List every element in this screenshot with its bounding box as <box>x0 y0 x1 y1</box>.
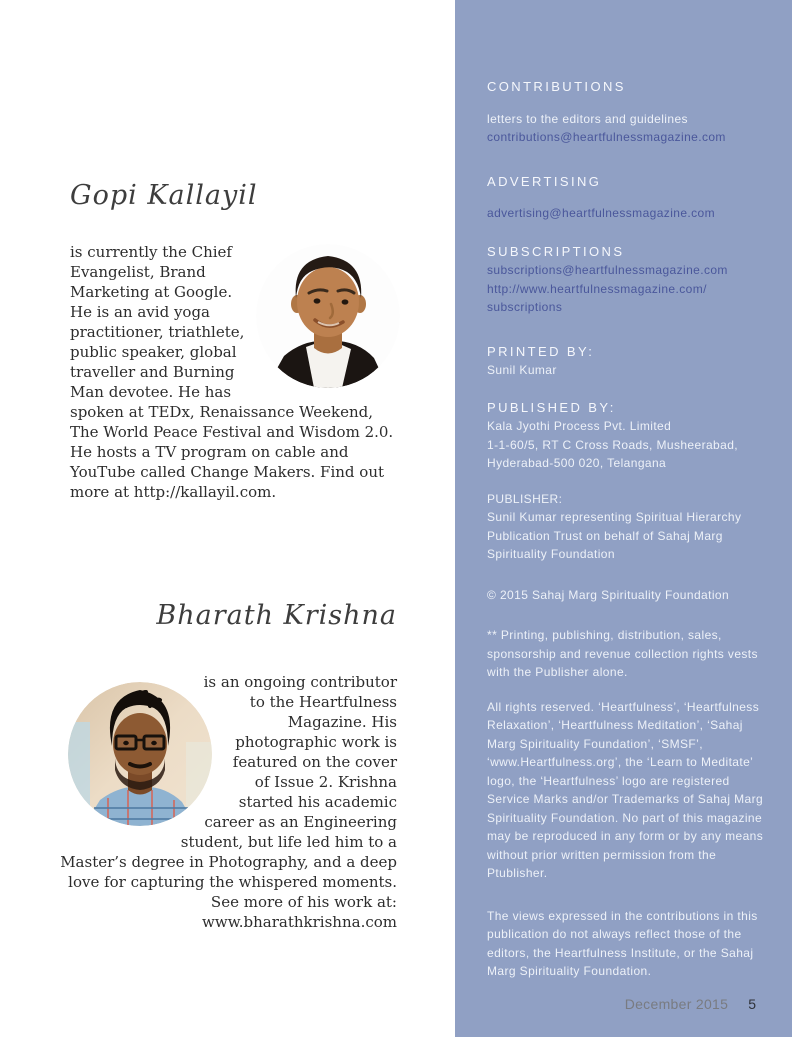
published-by-line1: Kala Jyothi Process Pvt. Limited <box>487 419 672 433</box>
contributor-bio-gopi: is currently the Chief Evangelist, Brand Marketing at Google. He is an avid yoga practitioner, triathlete, public speaker, global traveller and Burning Man devotee. He has spoken at TEDx, Renaissance Weekend, The World Peace Festival and Wisdom 2.0. He hosts a TV program on cable and YouTube called Change Makers. Find out more at http://kallayil.com. <box>70 243 394 501</box>
contributor-section-bharath <box>40 598 397 932</box>
contributor-bio-block-bharath <box>40 672 397 932</box>
contributor-section-gopi <box>70 178 400 502</box>
contributor-name-bharath: Bharath Krishna <box>156 600 397 631</box>
copyright-line: © 2015 Sahaj Marg Spirituality Foundation <box>487 587 730 602</box>
contributor-name-gopi: Gopi Kallayil <box>70 180 258 211</box>
publication-info-sidebar <box>455 0 792 1037</box>
trademark-note: All rights reserved. ‘Heartfulness’, ‘Heartfulness Relaxation’, ‘Heartfulness Meditation’, ‘Sahaj Marg Spirituality Foundation’, ‘SMSF’, ‘www.Heartfulness.org’, the ‘Learn to Meditate’ logo, the ‘Heartfulness’ logo are registered Service Marks and/or Trademarks of Sahaj Marg Spirituality Foundation. No part of this magazine may be reproduced in any form or by any means without prior written permission from the Ptublisher. <box>487 699 764 880</box>
printed-by-section <box>487 343 766 380</box>
publisher-heading: PUBLISHER: <box>487 491 563 506</box>
published-by-line2: 1-1-60/5, RT C Cross Roads, Musheerabad, <box>487 437 739 452</box>
contributor-bio-bharath: is an ongoing contributor to the Heartfulness Magazine. His photographic work is featured on the cover of Issue 2. Krishna started his academic career as an Engineering student, but life led him to a Master’s degree in Photography, and a deep love for capturing the whispered moments. See more of his work at: www.bharathkrishna.com <box>60 673 397 931</box>
advertising-section <box>487 173 766 223</box>
printed-by-name: Sunil Kumar <box>487 363 557 377</box>
contributions-note: letters to the editors and guidelines <box>487 111 688 126</box>
contributor-photo-bharath <box>68 682 212 826</box>
page-footer <box>455 995 792 1013</box>
subscriptions-url-link[interactable] <box>487 280 766 317</box>
rights-note: ** Printing, publishing, distribution, sales, sponsorship and revenue collection rights vests with the Publisher alone. <box>487 628 758 679</box>
contributor-bio-block-gopi <box>70 242 400 502</box>
page-number: 5 <box>748 996 756 1012</box>
issue-date: December 2015 <box>624 996 729 1012</box>
subscriptions-url-line1[interactable]: http://www.heartfulnessmagazine.com/ <box>487 281 707 296</box>
contributions-heading: CONTRIBUTIONS <box>487 79 626 94</box>
advertising-email-link[interactable]: advertising@heartfulnessmagazine.com <box>487 206 716 220</box>
printed-by-heading: PRINTED BY: <box>487 343 595 359</box>
publisher-section <box>487 490 766 564</box>
contributor-photo-gopi <box>256 244 400 388</box>
advertising-heading: ADVERTISING <box>487 173 602 189</box>
subscriptions-heading: SUBSCRIPTIONS <box>487 243 625 259</box>
subscriptions-url-line2[interactable]: subscriptions <box>487 300 563 314</box>
publisher-text: Sunil Kumar representing Spiritual Hierarchy Publication Trust on behalf of Sahaj Marg Spirituality Foundation <box>487 510 742 561</box>
published-by-section <box>487 399 766 473</box>
views-note: The views expressed in the contributions in this publication do not always reflect those of the editors, the Heartfulness Institute, or the Sahaj Marg Spirituality Foundation. <box>487 908 758 978</box>
subscriptions-email-link[interactable]: subscriptions@heartfulnessmagazine.com <box>487 263 728 277</box>
contributions-email-link[interactable]: contributions@heartfulnessmagazine.com <box>487 130 726 144</box>
subscriptions-section <box>487 243 766 317</box>
contributions-section <box>487 78 766 147</box>
published-by-heading: PUBLISHED BY: <box>487 399 616 415</box>
published-by-line3: Hyderabad-500 020, Telangana <box>487 456 667 470</box>
